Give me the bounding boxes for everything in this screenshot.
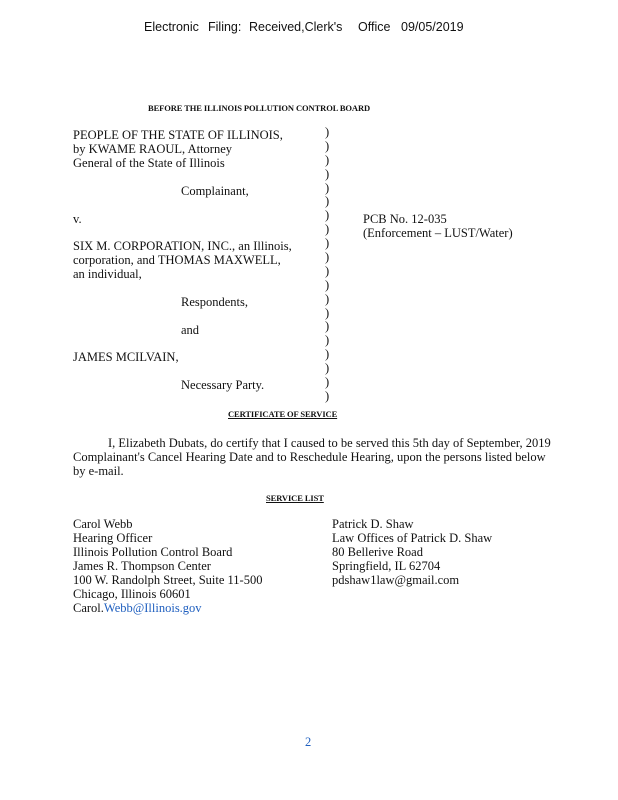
- certificate-body-line-3: by e-mail.: [73, 464, 124, 478]
- service-right-line-5: pdshaw1law@gmail.com: [332, 573, 460, 587]
- certificate-title: CERTIFICATE OF SERVICE: [228, 409, 338, 419]
- and-label: and: [181, 323, 200, 337]
- service-left-line-5: 100 W. Randolph Street, Suite 11-500: [73, 573, 263, 587]
- respondents-label: Respondents,: [181, 295, 249, 309]
- service-left-line-6: Chicago, Illinois 60601: [73, 587, 191, 601]
- service-left-line-2: Hearing Officer: [73, 531, 153, 545]
- service-right-line-2: Law Offices of Patrick D. Shaw: [332, 531, 493, 545]
- complainant-label: Complainant,: [181, 184, 249, 198]
- caption-line-1: PEOPLE OF THE STATE OF ILLINOIS,: [73, 128, 283, 142]
- service-right-line-3: 80 Bellerive Road: [332, 545, 423, 559]
- service-right-line-4: Springfield, IL 62704: [332, 559, 441, 573]
- necessary-party-name: JAMES MCILVAIN,: [73, 350, 179, 364]
- service-list-title: SERVICE LIST: [266, 493, 324, 503]
- caption-line-3: General of the State of Illinois: [73, 156, 225, 170]
- service-left-line-1: Carol Webb: [73, 517, 133, 531]
- header-word-received: Received,Clerk's: [249, 20, 343, 34]
- certificate-body-line-2: Complainant's Cancel Hearing Date and to Reschedule Hearing, upon the persons listed below: [73, 450, 546, 464]
- service-left-line-3: Illinois Pollution Control Board: [73, 545, 233, 559]
- header-word-electronic: Electronic: [144, 20, 199, 34]
- service-right-line-1: Patrick D. Shaw: [332, 517, 414, 531]
- respondent-line-1: SIX M. CORPORATION, INC., an Illinois,: [73, 239, 292, 253]
- header-date: 09/05/2019: [401, 20, 464, 34]
- certificate-body-line-1: I, Elizabeth Dubats, do certify that I caused to be served this 5th day of September, 2019: [108, 436, 551, 450]
- email-link[interactable]: Webb@Illinois.gov: [103, 601, 202, 615]
- header-word-filing: Filing:: [208, 20, 242, 34]
- board-title: BEFORE THE ILLINOIS POLLUTION CONTROL BOARD: [148, 103, 371, 113]
- page-number: 2: [305, 735, 312, 749]
- case-number: PCB No. 12-035: [363, 212, 447, 226]
- email-prefix: Carol.: [73, 601, 104, 615]
- versus-label: v.: [73, 212, 82, 226]
- header-word-office: Office: [358, 20, 391, 34]
- case-type: (Enforcement – LUST/Water): [363, 226, 513, 240]
- service-left-line-4: James R. Thompson Center: [73, 559, 211, 573]
- caption-line-2: by KWAME RAOUL, Attorney: [73, 142, 233, 156]
- necessary-party-label: Necessary Party.: [181, 378, 265, 392]
- service-left-email: [73, 601, 202, 615]
- respondent-line-2: corporation, and THOMAS MAXWELL,: [73, 253, 281, 267]
- caption-paren-column: ) ) ) ) ) ) ) ) ) ) ) ) ) ) ) ) ) ) ) ): [325, 125, 330, 403]
- respondent-line-3: an individual,: [73, 267, 142, 281]
